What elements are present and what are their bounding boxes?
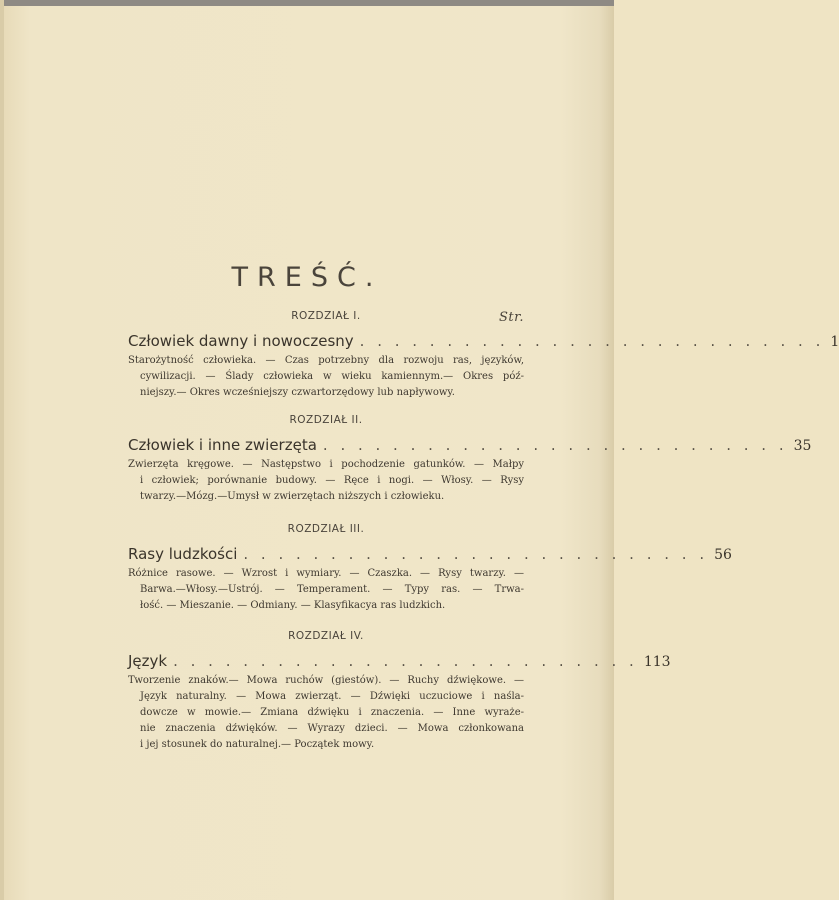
page-binding-edge (0, 0, 4, 900)
chapter-block-2 (128, 414, 812, 505)
page-column-label: Str. (498, 310, 524, 325)
chapter-title: Język (128, 652, 168, 670)
page-number: 35 (793, 438, 812, 454)
summary-line: Starożytność człowieka. — Czas potrzebny dla rozwoju ras, języków, (128, 355, 524, 366)
summary-line: Różnice rasowe. — Wzrost i wymiary. — Czaszka. — Rysy twarzy. — (128, 568, 524, 579)
summary-line: Barwa.—Włosy.—Ustrój. — Temperament. — Typy ras. — Trwa- (140, 584, 524, 595)
chapter-summary (128, 353, 524, 401)
toc-entry[interactable] (128, 652, 671, 670)
page-number: 56 (714, 547, 732, 563)
page-title: TREŚĆ. (231, 262, 383, 293)
chapter-label (128, 630, 524, 642)
chapter-label (128, 414, 524, 426)
chapter-summary (128, 566, 524, 614)
toc-entry[interactable] (128, 436, 812, 454)
leader-dots: . . . . . . . . . . . . . . . . . . . . . . . . . . . (173, 652, 638, 670)
summary-line: Zwierzęta kręgowe. — Następstwo i pochodzenie gatunków. — Małpy (128, 459, 524, 470)
chapter-title: Rasy ludzkości (128, 545, 238, 563)
leader-dots: . . . . . . . . . . . . . . . . . . . . . . . . . . . (322, 436, 788, 454)
leader-dots: . . . . . . . . . . . . . . . . . . . . . . . . . . . (243, 545, 709, 563)
chapter-number: ROZDZIAŁ I. (291, 310, 361, 322)
page-number: 113 (643, 654, 671, 670)
summary-line: Tworzenie znaków.— Mowa ruchów (giestów). — Ruchy dźwiękowe. — (128, 675, 524, 686)
summary-line: dowcze w mowie.— Zmiana dźwięku i znaczenia. — Inne wyraże- (140, 707, 524, 718)
chapter-title: Człowiek i inne zwierzęta (128, 436, 317, 454)
toc-entry[interactable] (128, 545, 732, 563)
toc-entry[interactable] (128, 332, 839, 350)
chapter-block-1 (128, 310, 839, 401)
scan-top-edge (0, 0, 614, 6)
chapter-label (128, 523, 524, 535)
chapter-number: ROZDZIAŁ III. (287, 523, 365, 535)
chapter-label (128, 310, 524, 325)
summary-line: i jej stosunek do naturalnej.— Początek mowy. (140, 739, 375, 750)
chapter-summary (128, 673, 524, 753)
chapter-number: ROZDZIAŁ IV. (288, 630, 364, 642)
summary-line: twarzy.—Mózg.—Umysł w zwierzętach niższych i człowieku. (140, 491, 445, 502)
page-number: 1 (830, 334, 839, 350)
chapter-title: Człowiek dawny i nowoczesny (128, 332, 354, 350)
leader-dots: . . . . . . . . . . . . . . . . . . . . . . . . . . . (359, 332, 825, 350)
summary-line: nie znaczenia dźwięków. — Wyrazy dzieci. — Mowa członkowana (140, 723, 524, 734)
chapter-block-4 (128, 630, 671, 753)
summary-line: cywilizacji. — Ślady człowieka w wieku kamiennym.— Okres póź- (140, 371, 524, 382)
chapter-block-3 (128, 523, 732, 614)
summary-line: niejszy.— Okres wcześniejszy czwartorzędowy lub napływowy. (140, 387, 455, 398)
chapter-number: ROZDZIAŁ II. (289, 414, 363, 426)
chapter-summary (128, 457, 524, 505)
summary-line: Język naturalny. — Mowa zwierząt. — Dźwięki uczuciowe i naśla- (140, 691, 524, 702)
summary-line: łość. — Mieszanie. — Odmiany. — Klasyfikacya ras ludzkich. (140, 600, 446, 611)
summary-line: i człowiek; porównanie budowy. — Ręce i nogi. — Włosy. — Rysy (140, 475, 524, 486)
